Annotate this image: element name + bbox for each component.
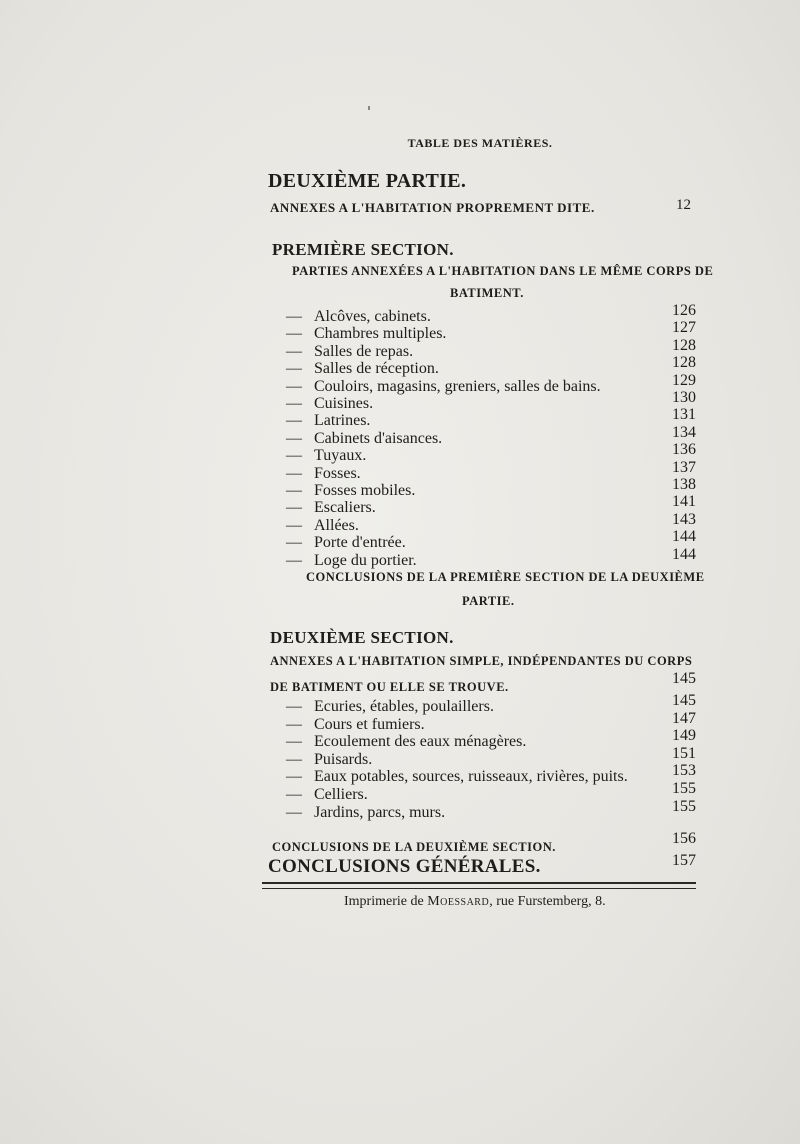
entry-page-number: 136 — [672, 441, 696, 459]
entry-dash: — — [286, 342, 302, 360]
entry-dash: — — [286, 715, 302, 733]
toc-entry — [286, 552, 417, 570]
entry-dash: — — [286, 395, 302, 412]
entry-label: Ecuries, étables, poulaillers. — [314, 698, 494, 715]
general-conclusions-title: CONCLUSIONS GÉNÉRALES. — [268, 856, 541, 877]
general-conclusions-page: 157 — [672, 852, 696, 869]
entry-dash: — — [286, 308, 302, 325]
part-page-number: 12 — [676, 197, 691, 213]
entry-label: Cours et fumiers. — [314, 715, 425, 733]
toc-entry — [286, 395, 373, 413]
entry-page-number: 145 — [672, 692, 696, 709]
entry-page-number: 137 — [672, 458, 696, 476]
part-title: DEUXIÈME PARTIE. — [268, 170, 467, 192]
toc-entry — [286, 360, 439, 378]
toc-entry — [286, 465, 361, 483]
toc-entry — [286, 378, 601, 396]
entry-label: Salles de réception. — [314, 360, 439, 378]
entry-label: Loge du portier. — [314, 551, 417, 569]
toc-entry — [286, 430, 442, 448]
entry-page-number: 127 — [672, 319, 696, 337]
entry-dash: — — [286, 534, 302, 552]
entry-label: Allées. — [314, 516, 359, 534]
imprint-prefix: Imprimerie de — [344, 894, 428, 909]
section2-subtitle-line2: DE BATIMENT OU ELLE SE TROUVE. — [270, 680, 509, 694]
imprint-suffix: , rue Furstemberg, 8. — [489, 894, 606, 909]
toc-entry — [286, 447, 366, 465]
section1-subtitle-line2: BATIMENT. — [450, 286, 524, 300]
entry-page-number: 141 — [672, 493, 696, 511]
section1-subtitle-line1: PARTIES ANNEXÉES A L'HABITATION DANS LE MÊME CORPS DE — [292, 264, 714, 278]
entry-dash: — — [286, 551, 302, 569]
toc-entry — [286, 534, 406, 552]
entry-page-number: 134 — [672, 423, 696, 441]
entry-dash: — — [286, 733, 302, 751]
imprint-line — [344, 894, 606, 910]
entry-dash: — — [286, 464, 302, 482]
entry-label: Jardins, parcs, murs. — [314, 803, 446, 821]
part-subtitle: ANNEXES A L'HABITATION PROPREMENT DITE. — [270, 200, 595, 215]
entry-label: Celliers. — [314, 786, 368, 803]
entry-page-number: 144 — [672, 528, 696, 546]
entry-dash: — — [286, 803, 302, 821]
entry-page-number: 155 — [672, 797, 696, 815]
entry-dash: — — [286, 447, 302, 465]
entry-page-number: 153 — [672, 762, 696, 780]
entry-page-number: 126 — [672, 302, 696, 319]
entry-page-number: 143 — [672, 510, 696, 528]
toc-entry — [286, 412, 370, 430]
toc-entry — [286, 786, 368, 804]
section1-title: PREMIÈRE SECTION. — [272, 240, 454, 259]
entry-dash: — — [286, 786, 302, 803]
page-mark — [368, 106, 370, 110]
entry-label: Puisards. — [314, 750, 373, 768]
entry-page-number: 149 — [672, 727, 696, 745]
toc-entry — [286, 698, 494, 716]
section2-subtitle-page: 145 — [672, 670, 696, 687]
entry-dash: — — [286, 750, 302, 768]
entry-label: Chambres multiples. — [314, 325, 447, 343]
entry-page-number: 147 — [672, 709, 696, 727]
entry-dash: — — [286, 325, 302, 343]
entry-page-number: 129 — [672, 371, 696, 389]
entry-label: Latrines. — [314, 412, 371, 430]
toc-entry — [286, 343, 413, 361]
toc-entry — [286, 768, 628, 786]
entry-page-number: 128 — [672, 336, 696, 354]
entry-label: Salles de repas. — [314, 342, 414, 360]
section1-conclusion-line1: CONCLUSIONS DE LA PREMIÈRE SECTION DE LA DEUXIÈME — [306, 570, 705, 584]
entry-page-number: 151 — [672, 744, 696, 762]
entry-label: Ecoulement des eaux ménagères. — [314, 733, 527, 751]
section1-conclusion-line2: PARTIE. — [462, 594, 515, 608]
entry-dash: — — [286, 768, 302, 786]
entry-dash: — — [286, 360, 302, 378]
section2-title: DEUXIÈME SECTION. — [270, 628, 454, 647]
entry-page-number: 138 — [672, 476, 696, 493]
entry-label: Fosses mobiles. — [314, 482, 416, 499]
running-head: TABLE DES MATIÈRES. — [407, 136, 553, 150]
toc-entry — [286, 751, 372, 769]
entry-dash: — — [286, 698, 302, 715]
entry-dash: — — [286, 482, 302, 499]
closing-rule — [262, 882, 696, 889]
entry-dash: — — [286, 499, 302, 517]
entry-label: Escaliers. — [314, 499, 376, 517]
toc-entry — [286, 517, 359, 535]
entry-dash: — — [286, 429, 302, 447]
toc-entry — [286, 308, 431, 326]
entry-label: Eaux potables, sources, ruisseaux, rivières, puits. — [314, 768, 628, 786]
entry-dash: — — [286, 412, 302, 430]
entry-label: Cabinets d'aisances. — [314, 429, 443, 447]
toc-entry — [286, 325, 446, 343]
entry-label: Couloirs, magasins, greniers, salles de bains. — [314, 377, 601, 395]
toc-entry — [286, 716, 425, 734]
entry-page-number: 130 — [672, 389, 696, 406]
toc-entry — [286, 482, 415, 500]
section2-subtitle-line1: ANNEXES A L'HABITATION SIMPLE, INDÉPENDANTES DU CORPS — [270, 654, 693, 668]
toc-entry — [286, 499, 376, 517]
section2-conclusion: CONCLUSIONS DE LA DEUXIÈME SECTION. — [272, 840, 556, 854]
entry-label: Cuisines. — [314, 395, 374, 412]
entry-page-number: 144 — [672, 545, 696, 563]
entry-label: Fosses. — [314, 464, 361, 482]
entry-dash: — — [286, 516, 302, 534]
entry-label: Porte d'entrée. — [314, 534, 406, 552]
entry-page-number: 155 — [672, 780, 696, 797]
entry-dash: — — [286, 377, 302, 395]
toc-entry — [286, 804, 445, 822]
entry-page-number: 128 — [672, 354, 696, 372]
section2-conclusion-page: 156 — [672, 830, 696, 847]
entry-label: Tuyaux. — [314, 447, 367, 465]
toc-entry — [286, 733, 526, 751]
imprint-printer: Moessard — [427, 894, 490, 909]
entry-label: Alcôves, cabinets. — [314, 308, 431, 325]
entry-page-number: 131 — [672, 406, 696, 424]
